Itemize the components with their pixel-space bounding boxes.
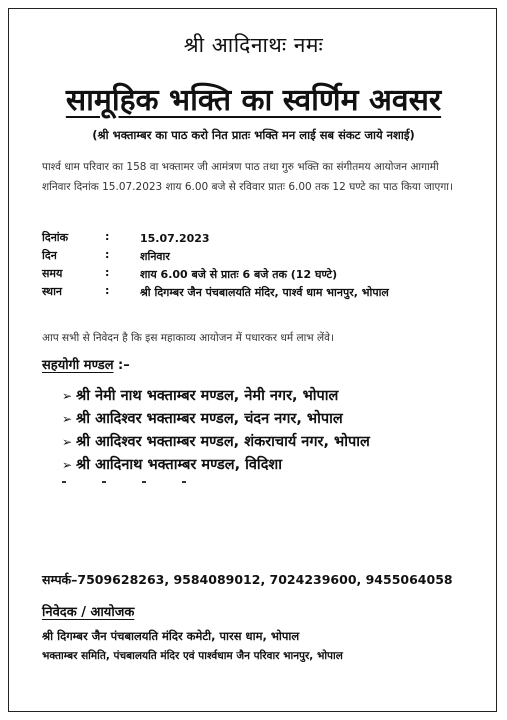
detail-value: शनिवार [140,250,170,263]
list-item [62,408,370,431]
detail-label: दिन [42,249,57,262]
detail-colon: : [105,248,110,261]
mantra-heading: श्री आदिनाथः नमः [183,33,324,57]
arrow-bullet-icon: ➢ [62,435,73,449]
detail-colon: : [105,266,110,279]
organizer-line-2: भक्ताम्बर समिति, पंचबालयति मंदिर एवं पार्श्वधाम जैन परिवार भानपुर, भोपाल [42,650,343,662]
committee-list [62,385,370,477]
arrow-bullet-icon: ➢ [62,458,73,472]
detail-value: शाय 6.00 बजे से प्रातः 6 बजे तक (12 घण्टे) [140,268,338,281]
request-paragraph: आप सभी से निवेदन है कि इस महाकाव्य आयोजन में पधारकर धर्म लाभ लेंवे। [42,332,334,344]
main-headline: सामूहिक भक्ति का स्वर्णिम अवसर [65,83,442,118]
committee-item-label: श्री आदिश्वर भक्ताम्बर मण्डल, चंदन नगर, भोपाल [76,411,343,427]
committee-item-label: श्री आदिश्वर भक्ताम्बर मण्डल, शंकराचार्य नगर, भोपाल [76,434,370,450]
divider-dot [142,481,146,483]
committee-item-label: श्री नेमी नाथ भक्ताम्बर मण्डल, नेमी नगर, भोपाल [76,388,339,404]
detail-label: समय [42,267,63,280]
intro-paragraph: पार्श्व धाम परिवार का 158 वा भक्तामर जी आमंत्रण पाठ तथा गुरु भक्ति का संगीतमय आयोजन आगामी शनिवार दिनांक 15.07.2023 शाय 6.00 बजे से रविवार प्रातः 6.00 तक 12 घण्टे का पाठ किया जाएगा। [42,161,453,193]
detail-colon: : [105,230,110,243]
committee-heading [42,355,130,373]
organizer-heading: निवेदक / आयोजक [42,605,135,620]
list-item [62,385,370,408]
committee-heading-label: सहयोगी मण्डल [42,358,114,373]
detail-label: दिनांक [42,231,69,244]
detail-colon: : [105,284,110,297]
arrow-bullet-icon: ➢ [62,389,73,403]
organizer-line-1: श्री दिगम्बर जैन पंचबालयति मंदिर कमेटी, पारस धाम, भोपाल [42,629,300,643]
divider-dot [62,481,66,483]
committee-heading-suffix: :– [113,358,130,373]
list-item [62,454,370,477]
detail-value: 15.07.2023 [140,232,210,245]
list-item [62,431,370,454]
committee-item-label: श्री आदिनाथ भक्ताम्बर मण्डल, विदिशा [76,457,283,473]
detail-value: श्री दिगम्बर जैन पंचबालयति मंदिर, पार्श्व धाम भानपुर, भोपाल [140,286,389,299]
divider-dot [102,481,106,483]
sub-headline: (श्री भक्ताम्बर का पाठ करो नित प्रातः भक्ति मन लाई सब संकट जाये नशाई) [92,128,415,142]
contact-numbers: सम्पर्क–7509628263, 9584089012, 7024239600, 9455064058 [42,572,453,587]
detail-label: स्थान [42,285,63,298]
divider-dot [182,481,186,483]
arrow-bullet-icon: ➢ [62,412,73,426]
